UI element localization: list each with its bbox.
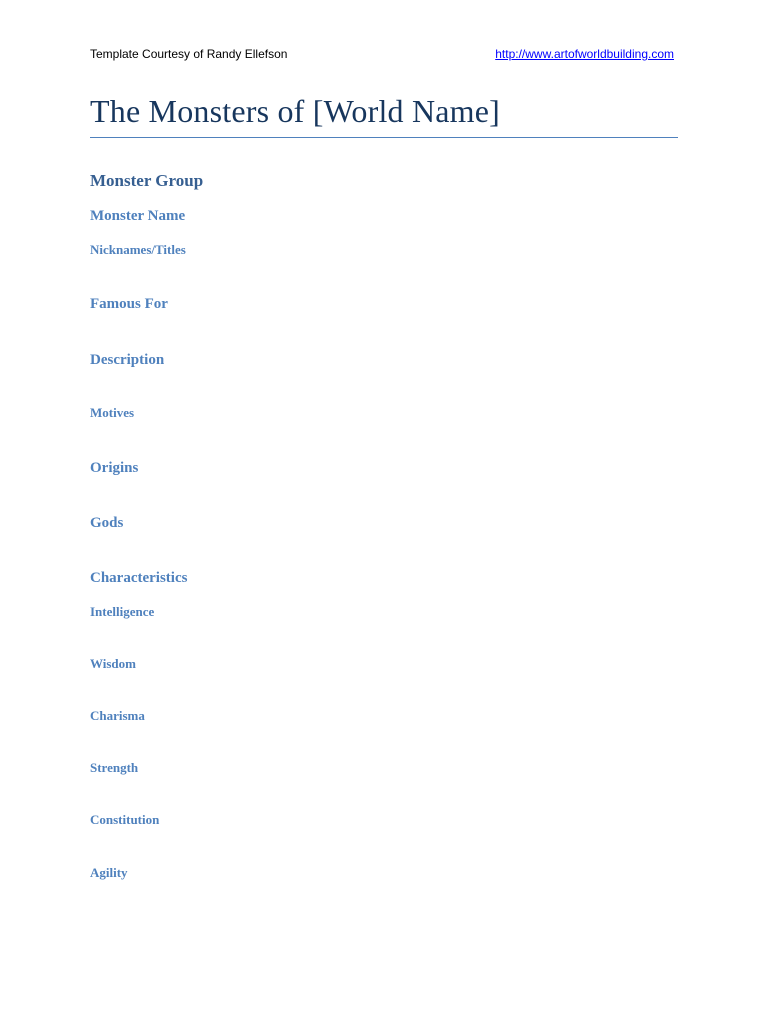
heading-monster-group: Monster Group [90,171,204,190]
heading-characteristics: Characteristics [90,570,188,586]
title-underline-rule [90,137,678,138]
heading-constitution: Constitution [90,812,160,827]
heading-intelligence: Intelligence [90,604,155,619]
heading-description: Description [90,352,165,368]
heading-strength: Strength [90,760,139,775]
heading-wisdom: Wisdom [90,656,136,671]
header-credit: Template Courtesy of Randy Ellefson [90,47,288,61]
heading-gods: Gods [90,515,124,531]
heading-famous-for: Famous For [90,296,168,312]
heading-charisma: Charisma [90,708,145,723]
heading-origins: Origins [90,460,139,476]
heading-motives: Motives [90,405,135,420]
website-link[interactable]: http://www.artofworldbuilding.com [495,47,674,61]
document-title: The Monsters of [World Name] [90,93,501,129]
heading-monster-name: Monster Name [90,208,186,224]
heading-agility: Agility [90,865,128,880]
heading-nicknames-titles: Nicknames/Titles [90,242,186,257]
